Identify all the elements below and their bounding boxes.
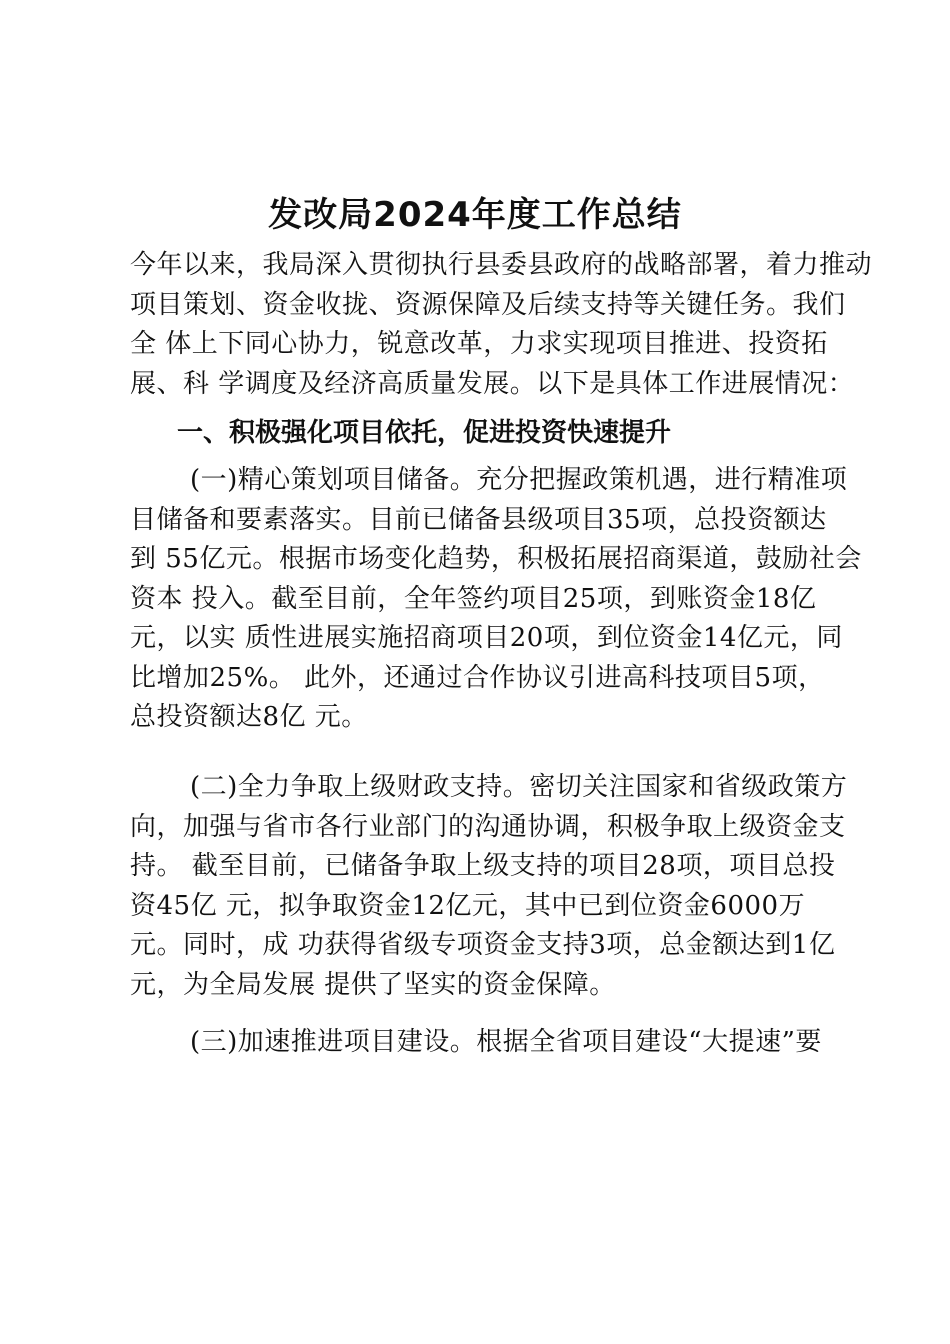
- text-line: 元，以实 质性进展实施招商项目20项，到位资金14亿元，同: [130, 623, 843, 653]
- text-line: 向，加强与省市各行业部门的沟通协调，积极争取上级资金支: [130, 811, 846, 842]
- text-line: 项目策划、资金收拢、资源保障及后续支持等关键任务。我们: [130, 289, 846, 320]
- text-line: 展、科 学调度及经济高质量发展。以下是具体工作进展情况：: [130, 368, 855, 399]
- text-line: 元。同时，成 功获得省级专项资金支持3项，总金额达到1亿: [130, 930, 836, 960]
- text-line: 今年以来，我局深入贯彻执行县委县政府的战略部署，着力推动: [130, 250, 873, 280]
- document-title: 发改局2024年度工作总结: [268, 195, 682, 235]
- text-line: 目储备和要素落实。目前已储备县级项目35项，总投资额达: [130, 504, 827, 535]
- text-line: 持。 截至目前，已储备争取上级支持的项目28项，项目总投: [130, 851, 836, 881]
- text-line: (一)精心策划项目储备。充分把握政策机遇，进行精准项: [190, 465, 848, 495]
- section-heading: 一、积极强化项目依托，促进投资快速提升: [177, 418, 672, 448]
- text-line: 总投资额达8亿 元。: [130, 702, 368, 732]
- text-line: 比增加25%。 此外，还通过合作协议引进高科技项目5项，: [130, 662, 825, 693]
- text-line: 元，为全局发展 提供了坚实的资金保障。: [130, 969, 616, 1000]
- intro-paragraph: [130, 246, 873, 404]
- paragraph-project-reserve: [130, 461, 862, 738]
- text-line: 全 体上下同心协力，锐意改革，力求实现项目推进、投资拓: [130, 329, 828, 359]
- text-line: (三)加速推进项目建设。根据全省项目建设“大提速”要: [190, 1027, 822, 1057]
- paragraph-financial-support: [130, 768, 848, 1005]
- text-line: (二)全力争取上级财政支持。密切关注国家和省级政策方: [190, 772, 848, 802]
- text-line: 资本 投入。截至目前，全年签约项目25项，到账资金18亿: [130, 583, 817, 614]
- paragraph-project-construction: [130, 1023, 835, 1063]
- text-line: 到 55亿元。根据市场变化趋势，积极拓展招商渠道，鼓励社会: [130, 544, 862, 574]
- text-line: 资45亿 元，拟争取资金12亿元，其中已到位资金6000万: [130, 890, 806, 921]
